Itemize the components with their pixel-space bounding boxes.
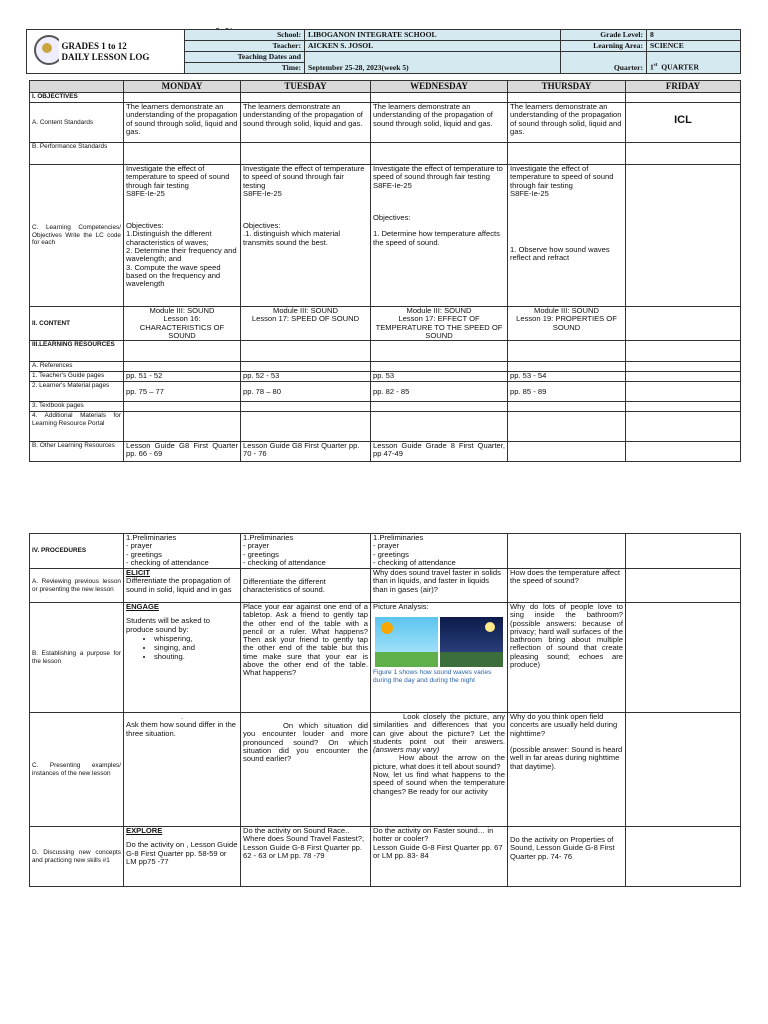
discuss-mon: EXPLORE Do the activity on , Lesson Guide G-8 First Quarter pp. 58-59 or LM pp75 -77 <box>124 827 241 887</box>
tg-thu: pp. 53 - 54 <box>508 372 626 382</box>
content-standards-label: A. Content Standards <box>30 103 124 143</box>
explore-heading: EXPLORE <box>126 826 163 835</box>
other-wed: Lesson Guide Grade 8 First Quarter, pp 47-49 <box>371 442 508 462</box>
discuss-label: D. Discussing new concepts and practicing new skills #1 <box>30 827 124 887</box>
log-title <box>59 30 185 74</box>
figure-caption: Figure 1 shows how sound waves varies during the day and during the night <box>373 669 492 685</box>
day-thursday: THURSDAY <box>508 81 626 93</box>
purpose-tue: Place your ear against one end of a tabletop. Ask a friend to gently tap the other end of the table with a pencil or a ruler. What happens? Then ask your friend to gently tap the other end of the table but this time make sure that your ear is above the other end of the table. What happens? <box>241 603 371 713</box>
prelim-tue: 1.Preliminaries - prayer - greetings - checking of attendance <box>241 534 371 569</box>
present-thu: Why do you think open field concerts are usually held during nighttime? (possible answer: Sound is heard well in far areas during nighttime that daytime). <box>508 713 626 827</box>
content-wed: Module III: SOUND Lesson 17: EFFECT OF TEMPERATURE TO THE SPEED OF SOUND <box>371 307 508 341</box>
day-friday: FRIDAY <box>626 81 741 93</box>
content-mon: Module III: SOUND Lesson 16: CHARACTERISTICS OF SOUND <box>124 307 241 341</box>
prelim-mon: 1.Preliminaries - prayer - greetings - checking of attendance <box>124 534 241 569</box>
resources-label: III.LEARNING RESOURCES <box>30 341 124 362</box>
content-standard-wed: The learners demonstrate an understanding of the propagation of sound through solid, liquid and gas. <box>371 103 508 143</box>
deped-seal <box>27 30 59 74</box>
engage-heading: ENGAGE <box>126 602 159 611</box>
content-standard-tue: The learners demonstrate an understanding of the propagation of sound through solid, liquid and gas. <box>241 103 371 143</box>
review-tue: Differentiate the different characteristics of sound. <box>241 569 371 603</box>
content-thu: Module III: SOUND Lesson 19: PROPERTIES OF SOUND <box>508 307 626 341</box>
content-tue: Module III: SOUND Lesson 17: SPEED OF SOUND <box>241 307 371 341</box>
header-table <box>26 29 741 74</box>
purpose-thu: Why do lots of people love to sing inside the bathroom? (possible answers: because of privacy; hard wall surfaces of the bathroom bring about multiple reflection of sound that create pleasing sound; echoes are produce) <box>508 603 626 713</box>
teacher-label: Teacher: <box>185 41 305 52</box>
content-standard-thu: The learners demonstrate an understanding of the propagation of sound through solid, liquid and gas. <box>508 103 626 143</box>
discuss-thu: Do the activity on Properties of Sound, Lesson Guide G-8 First Quarter pp. 74- 76 <box>508 827 626 887</box>
tg-tue: pp. 52 - 53 <box>241 372 371 382</box>
tg-mon: pp. 51 - 52 <box>124 372 241 382</box>
present-tue: On which situation did you encounter louder and more pronounced sound? On which situation did you encounter the sound earlier? <box>241 713 371 827</box>
night-image <box>440 617 503 667</box>
procedures-table <box>29 533 741 887</box>
friday-icl: ICL <box>626 103 741 143</box>
day-monday: MONDAY <box>124 81 241 93</box>
learners-material-label: 2. Learner's Material pages <box>30 382 124 402</box>
competency-tue: Investigate the effect of temperature to speed of sound through fair testing S8FE-Ie-25 Objectives: .1. distinguish which material transmits sound the best. <box>241 165 371 307</box>
grade-label: Grade Level: <box>561 30 647 41</box>
purpose-mon: ENGAGE Students will be asked to produce sound by: • whispering, • singing, and • shouting. <box>124 603 241 713</box>
title-line-1: GRADES 1 to 12 <box>61 40 127 51</box>
content-label: II. CONTENT <box>30 307 124 341</box>
quarter-label: Quarter: <box>561 52 647 74</box>
day-night-figure <box>375 617 503 667</box>
purpose-label: B. Establishing a purpose for the lesson <box>30 603 124 713</box>
present-label: C. Presenting examples/ instances of the new lesson <box>30 713 124 827</box>
time-label: Time: <box>185 63 305 74</box>
present-mon: . Ask them how sound differ in the three situation. <box>124 713 241 827</box>
tg-wed: pp. 53 <box>371 372 508 382</box>
procedures-label: IV. PROCEDURES <box>30 534 124 569</box>
other-thu <box>508 442 626 462</box>
other-tue: Lesson Guide G8 First Quarter pp. 70 - 76 <box>241 442 371 462</box>
title-line-2: DAILY LESSON LOG <box>61 51 150 62</box>
discuss-tue: Do the activity on Sound Race.. Where does Sound Travel Fastest?, Lesson Guide G-8 First Quarter pp. 62 - 63 or LM pp. 78 -79 <box>241 827 371 887</box>
lm-wed: pp. 82 - 85 <box>371 382 508 402</box>
school-label: School: <box>185 30 305 41</box>
grade-value: 8 <box>647 30 741 41</box>
teachers-guide-label: 1. Teacher's Guide pages <box>30 372 124 382</box>
review-wed: Why does sound travel faster in solids than in liquids, and faster in liquids than in gases (air)? <box>371 569 508 603</box>
quarter-value: 1st QUARTER <box>647 52 741 74</box>
textbook-label: 3. Textbook pages <box>30 402 124 412</box>
seal-icon <box>34 35 59 65</box>
other-resources-label: B. Other Learning Resources <box>30 442 124 462</box>
competency-thu: Investigate the effect of temperature to speed of sound through fair testing S8FE-Ie-25 1. Observe how sound waves reflect and refract <box>508 165 626 307</box>
objectives-heading: I. OBJECTIVES <box>30 93 124 103</box>
references-label: A. References <box>30 362 124 372</box>
school-value: LIBOGANON INTEGRATE SCHOOL <box>305 30 561 41</box>
objectives-table <box>29 80 741 462</box>
area-label: Learning Area: <box>561 41 647 52</box>
lm-tue: pp. 78 – 80 <box>241 382 371 402</box>
present-wed: Look closely the picture, any similarities and differences that you can give about the picture? Let the students point out their answers. (answers may vary) How about the arrow on the picture, what does it tell about sound? Now, let us find what happens to the speed of sound when the temperature changes? Be ready for our activity <box>371 713 508 827</box>
competencies-label: C. Learning Competencies/ Objectives Write the LC code for each <box>30 165 124 307</box>
area-value: SCIENCE <box>647 41 741 52</box>
review-mon: ELICIT Differentiate the propagation of sound in solid, liquid and in gas <box>124 569 241 603</box>
competency-wed: Investigate the effect of temperature to speed of sound through fair testing S8FE-Ie-25 Objectives: 1. Determine how temperature affects the speed of sound. <box>371 165 508 307</box>
day-wednesday: WEDNESDAY <box>371 81 508 93</box>
dates-label: Teaching Dates and <box>185 52 305 63</box>
corner-cell <box>30 81 124 93</box>
other-mon: Lesson Guide G8 First Quarter pp. 66 - 69 <box>124 442 241 462</box>
competency-mon: Investigate the effect of temperature to speed of sound through fair testing S8FE-Ie-25 Objectives: 1.Distinguish the different characteristics of waves; 2. Determine their frequency and wavelength; and 3. Compute the wave speed based on the frequency and wavelength <box>124 165 241 307</box>
day-tuesday: TUESDAY <box>241 81 371 93</box>
dates-value: September 25-28, 2023(week 5) <box>305 52 561 74</box>
day-image <box>375 617 438 667</box>
header <box>26 29 740 73</box>
lm-thu: pp. 85 - 89 <box>508 382 626 402</box>
review-label: A. Reviewing previous lesson or presenting the new lesson <box>30 569 124 603</box>
purpose-wed: Picture Analysis: Figure 1 shows how sound waves varies during the day and during the night <box>371 603 508 713</box>
discuss-wed: Do the activity on Faster sound… in hotter or cooler? Lesson Guide G-8 First Quarter pp. 67 or LM pp. 83- 84 <box>371 827 508 887</box>
performance-standards-label: B. Performance Standards <box>30 143 124 165</box>
content-standard-mon: The learners demonstrate an understanding of the propagation of sound through solid, liquid and gas. <box>124 103 241 143</box>
lm-mon: pp. 75 – 77 <box>124 382 241 402</box>
review-thu: How does the temperature affect the speed of sound? <box>508 569 626 603</box>
prelim-wed: 1.Preliminaries - prayer - greetings - checking of attendance <box>371 534 508 569</box>
additional-materials-label: 4. Additional Materials for Learning Resource Portal <box>30 412 124 442</box>
sound-list: • whispering, • singing, and • shouting. <box>126 634 238 661</box>
teacher-value: AICKEN S. JOSOL <box>305 41 561 52</box>
elicit-heading: ELICIT <box>126 568 151 577</box>
